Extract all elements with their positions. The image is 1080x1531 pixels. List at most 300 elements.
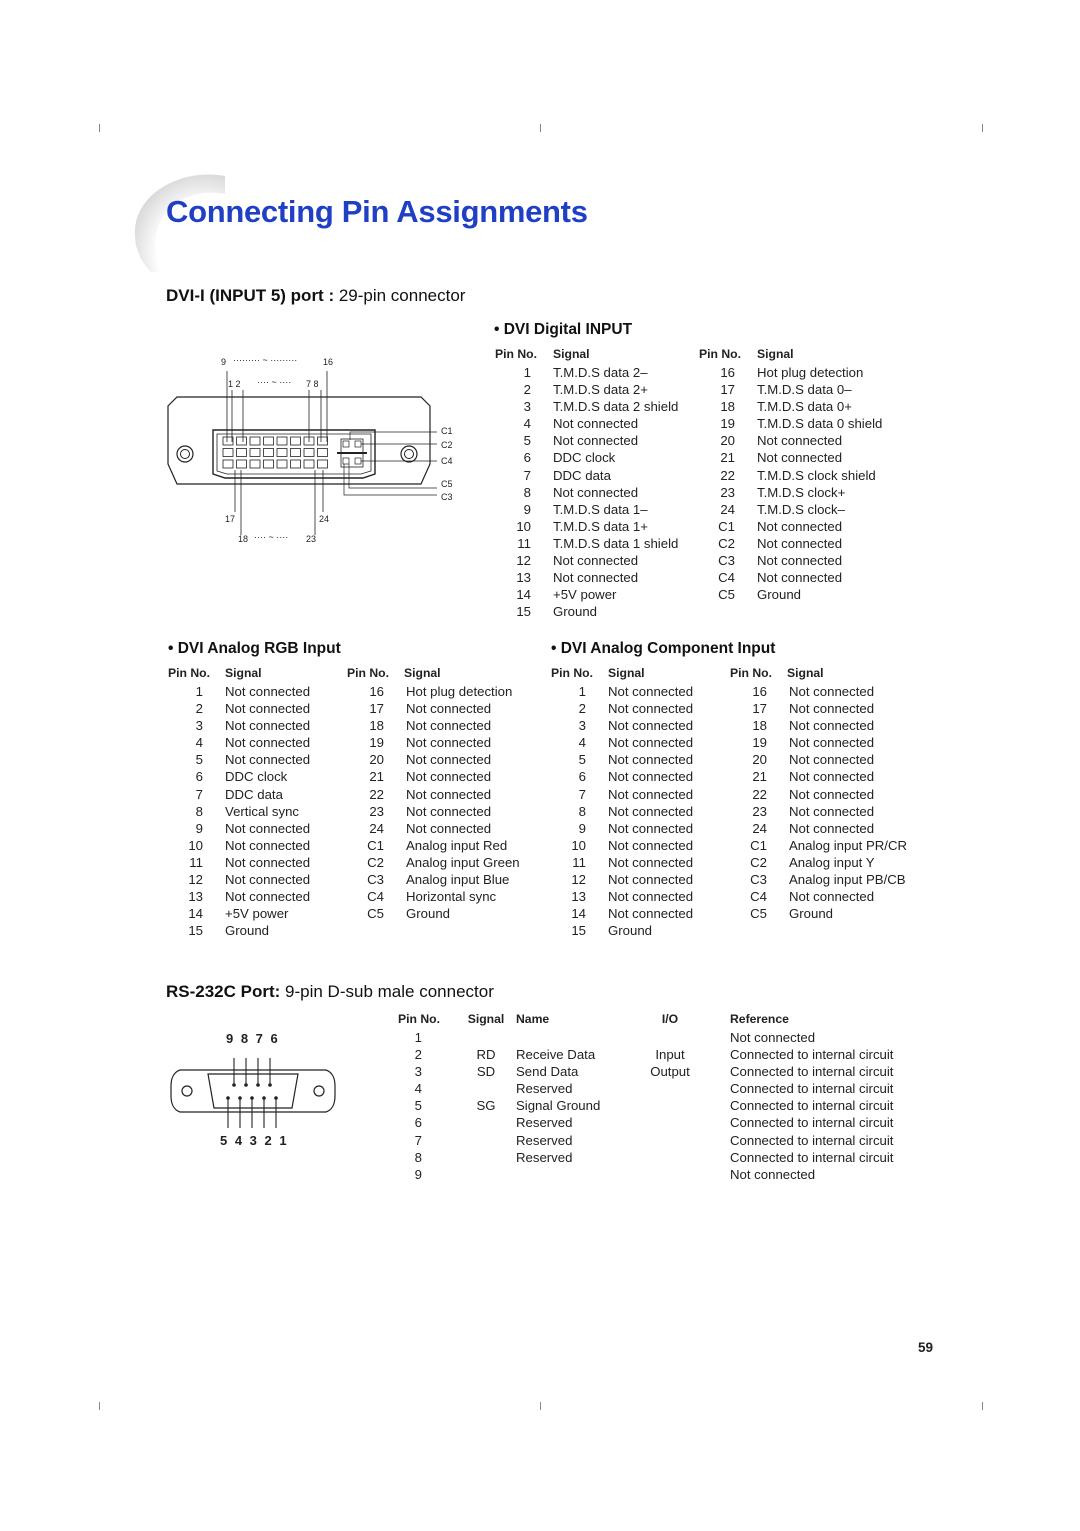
table-row [168, 803, 520, 820]
table-row [495, 364, 882, 381]
signal-cell: DDC data [553, 467, 611, 483]
signal-cell: Not connected [608, 752, 694, 768]
table-row [495, 484, 882, 501]
signal-cell: Not connected [406, 735, 492, 751]
table-row [398, 1097, 893, 1114]
signal-cell [398, 922, 520, 939]
pin-no-cell: 17 [752, 701, 767, 717]
crop-mark [982, 124, 983, 132]
table-row [495, 381, 882, 398]
signal-cell: Analog input Y [789, 854, 875, 870]
dvi-label-23: 23 [306, 534, 317, 544]
signal-cell: Not connected [789, 684, 875, 699]
pin-no-cell: 1 [578, 684, 586, 699]
table-row [168, 871, 520, 888]
signal-cell: Not connected [608, 872, 694, 888]
signal-cell: Not connected [553, 570, 639, 586]
signal-cell: Ground [406, 906, 450, 922]
pin-no-cell: 8 [523, 484, 531, 500]
pin-no-cell: 2 [578, 701, 586, 717]
pin-no-cell: 16 [369, 684, 384, 699]
rs232-top-pin-labels: 9 8 7 6 [226, 1031, 280, 1046]
pin-no-cell: 5 [414, 1098, 422, 1114]
pin-no-cell: 13 [188, 889, 203, 905]
table-row [398, 1149, 893, 1166]
signal-cell: Not connected [608, 854, 694, 870]
pin-no-cell: 20 [369, 752, 384, 768]
pin-no-cell: 6 [578, 769, 586, 785]
rs232-connector-diagram [168, 1048, 338, 1134]
dvi-analog-component-title: • DVI Analog Component Input [551, 640, 776, 657]
table-row [398, 1132, 893, 1149]
table-row [398, 1114, 893, 1131]
pin-no-cell: 2 [414, 1047, 422, 1063]
pin-no-cell: 22 [369, 786, 384, 802]
signal-cell [456, 1080, 516, 1097]
page-title: Connecting Pin Assignments [166, 194, 588, 229]
table-row [551, 854, 907, 871]
table-header-row [398, 1011, 893, 1029]
col-pin-no: Pin No. [551, 666, 593, 680]
pin-no-cell: 16 [720, 365, 735, 380]
signal-cell: DDC clock [225, 769, 288, 785]
signal-cell: Not connected [608, 735, 694, 751]
pin-no-cell: 3 [523, 399, 531, 415]
signal-cell [781, 922, 907, 939]
name-cell: Reserved [516, 1132, 573, 1148]
signal-cell: +5V power [553, 587, 617, 603]
pin-no-cell: 21 [720, 450, 735, 466]
reference-cell: Connected to internal circuit [730, 1047, 894, 1063]
col-pin-no: Pin No. [730, 666, 772, 680]
signal-cell: T.M.D.S data 0+ [757, 399, 852, 415]
signal-cell: Not connected [225, 735, 311, 751]
signal-cell: Not connected [757, 433, 843, 449]
io-cell [640, 1166, 700, 1183]
signal-cell: Not connected [789, 820, 875, 836]
pin-no-cell: 9 [195, 820, 203, 836]
io-cell [640, 1080, 700, 1097]
pin-no-cell: 6 [414, 1115, 422, 1131]
table-row [168, 768, 520, 785]
table-row [495, 398, 882, 415]
signal-cell [749, 603, 882, 620]
pin-no-cell: 11 [517, 535, 531, 551]
signal-cell: Ground [789, 906, 833, 922]
signal-cell: Not connected [608, 718, 694, 734]
dvi-label-7-8: 7 8 [306, 379, 319, 389]
table-row [495, 586, 882, 603]
name-cell: Reserved [516, 1081, 573, 1097]
signal-cell: Not connected [225, 718, 311, 734]
table-row [495, 535, 882, 552]
pin-no-cell: 21 [752, 769, 767, 785]
pin-no-cell: 19 [720, 416, 735, 432]
pin-no-cell: 2 [523, 382, 531, 398]
pin-no-cell: 12 [571, 872, 586, 888]
table-header-row [168, 665, 520, 683]
pin-no-cell: C1 [367, 837, 384, 853]
pin-no-cell: C5 [718, 587, 735, 603]
pin-no-cell: 14 [571, 906, 586, 922]
rs232-heading-rest: 9-pin D-sub male connector [280, 982, 494, 1001]
signal-cell: Not connected [553, 433, 639, 449]
signal-cell: Ground [225, 923, 269, 939]
pin-no-cell: 7 [578, 786, 586, 802]
table-row [495, 449, 882, 466]
signal-cell [456, 1029, 516, 1046]
reference-cell: Not connected [730, 1166, 816, 1182]
signal-cell: Not connected [225, 820, 311, 836]
dvi-label-18: 18 [238, 534, 249, 544]
pin-no-cell: 24 [752, 820, 767, 836]
pin-no-cell: 3 [414, 1064, 422, 1080]
signal-cell: T.M.D.S data 2– [553, 365, 648, 380]
reference-cell: Connected to internal circuit [730, 1064, 894, 1080]
pin-no-cell: 10 [516, 518, 531, 534]
signal-cell: Not connected [789, 701, 875, 717]
signal-cell: Not connected [406, 803, 492, 819]
table-row [495, 467, 882, 484]
pin-no-cell: 22 [752, 786, 767, 802]
pin-no-cell: 15 [516, 604, 531, 620]
crop-mark [540, 124, 541, 132]
signal-cell: T.M.D.S data 0– [757, 382, 852, 398]
pin-no-cell: 11 [189, 854, 203, 870]
pin-no-cell: C2 [718, 535, 735, 551]
pin-no-cell: 1 [414, 1030, 422, 1045]
signal-cell: Not connected [553, 484, 639, 500]
table-row [495, 518, 882, 535]
io-cell: Input [655, 1047, 685, 1063]
pin-no-cell: 12 [516, 553, 531, 569]
signal-cell: Not connected [789, 803, 875, 819]
name-cell: Reserved [516, 1115, 573, 1131]
dvi-label-c2: C2 [441, 440, 453, 450]
pin-no-cell: C1 [718, 518, 735, 534]
col-signal: Signal [404, 666, 441, 680]
dvi-connector-diagram [165, 350, 465, 550]
signal-cell: Not connected [608, 701, 694, 717]
col-pin-no: Pin No. [495, 347, 537, 361]
signal-cell: Not connected [225, 752, 311, 768]
io-cell [640, 1132, 700, 1149]
signal-cell: Not connected [553, 553, 639, 569]
rs232-heading-bold: RS-232C Port: [166, 982, 281, 1001]
pin-no-cell: C4 [718, 570, 735, 586]
reference-cell: Connected to internal circuit [730, 1098, 894, 1114]
pin-no-cell: 4 [578, 735, 586, 751]
signal-cell: Not connected [608, 906, 694, 922]
table-row [551, 683, 907, 700]
signal-cell: T.M.D.S data 2+ [553, 382, 648, 398]
dvi-label-17: 17 [225, 514, 236, 524]
signal-cell: Hot plug detection [406, 684, 513, 699]
rs232-table [398, 1011, 893, 1183]
table-row [551, 734, 907, 751]
dvi-digital-table [495, 346, 882, 620]
pin-no-cell: 1 [523, 365, 531, 380]
table-row [551, 700, 907, 717]
dvi-pin [223, 437, 233, 445]
reference-cell: Connected to internal circuit [730, 1132, 894, 1148]
signal-cell: Not connected [406, 786, 492, 802]
pin-no-cell: 23 [369, 803, 384, 819]
dvi-pin [304, 449, 314, 457]
pin-no-cell: 17 [720, 382, 735, 398]
pin-no-cell: 14 [516, 587, 531, 603]
dvi-section-heading [166, 286, 465, 306]
pin-no-cell: 7 [195, 786, 203, 802]
signal-cell: T.M.D.S data 1 shield [553, 535, 679, 551]
signal-cell: T.M.D.S clock– [757, 501, 845, 517]
signal-cell: Analog input PB/CB [789, 872, 906, 888]
signal-cell: Not connected [406, 820, 492, 836]
pin-no-cell: C1 [750, 837, 767, 853]
reference-cell: Connected to internal circuit [730, 1115, 894, 1131]
dvi-pin [223, 460, 233, 468]
dvi-pin [264, 460, 274, 468]
table-row [495, 569, 882, 586]
signal-cell: Not connected [757, 553, 843, 569]
dvi-pin [277, 449, 287, 457]
dvi-pin [318, 449, 328, 457]
dvi-pin [250, 460, 260, 468]
signal-cell: Not connected [225, 854, 311, 870]
signal-cell: Vertical sync [225, 803, 300, 819]
dvi-heading-rest: 29-pin connector [334, 286, 466, 305]
signal-cell: Not connected [225, 872, 311, 888]
signal-cell: RD [476, 1047, 496, 1063]
pin-no-cell: 15 [571, 923, 586, 939]
signal-cell: Horizontal sync [406, 889, 497, 905]
pin-no-cell: 7 [523, 467, 531, 483]
table-row [398, 1046, 893, 1063]
table-row [551, 786, 907, 803]
signal-cell: Not connected [225, 837, 311, 853]
dvi-label-9: 9 [221, 357, 227, 367]
col-signal: Signal [608, 666, 645, 680]
dvi-pin [223, 449, 233, 457]
pin-no-cell: C3 [367, 872, 384, 888]
pin-no-cell: 5 [195, 752, 203, 768]
pin-no-cell: 9 [578, 820, 586, 836]
signal-cell: Not connected [789, 769, 875, 785]
signal-cell: Not connected [225, 701, 311, 717]
rs232-pins-top [232, 1058, 272, 1087]
pin-no-cell: 12 [188, 872, 203, 888]
signal-cell: Not connected [406, 752, 492, 768]
dvi-pin [264, 437, 274, 445]
col-signal: Signal [757, 347, 794, 361]
dvi-label-16: 16 [323, 357, 334, 367]
table-row [168, 717, 520, 734]
dvi-pin [304, 460, 314, 468]
io-cell: Output [650, 1064, 690, 1080]
name-cell: Send Data [516, 1064, 579, 1080]
table-row [495, 552, 882, 569]
signal-cell: Not connected [757, 450, 843, 466]
table-row [168, 683, 520, 700]
signal-cell [456, 1149, 516, 1166]
pin-no-cell: 5 [578, 752, 586, 768]
signal-cell: Ground [553, 604, 597, 620]
crop-mark [99, 1402, 100, 1410]
signal-cell: Not connected [789, 735, 875, 751]
table-row [551, 888, 907, 905]
table-row [495, 415, 882, 432]
dvi-analog-component-table [551, 665, 907, 939]
crop-mark [982, 1402, 983, 1410]
signal-cell: Not connected [757, 518, 843, 534]
signal-cell: Not connected [406, 718, 492, 734]
pin-no-cell: 6 [523, 450, 531, 466]
pin-no-cell: 3 [578, 718, 586, 734]
signal-cell: Not connected [608, 684, 694, 699]
pin-no-cell: 1 [195, 684, 203, 699]
signal-cell: T.M.D.S data 0 shield [757, 416, 883, 432]
pin-no-cell: 14 [188, 906, 203, 922]
pin-no-cell: 9 [523, 501, 531, 517]
table-row [168, 922, 520, 939]
dvi-pin [318, 437, 328, 445]
pin-no-cell: 5 [523, 433, 531, 449]
pin-no-cell: 4 [414, 1081, 422, 1097]
crop-mark [540, 1402, 541, 1410]
name-cell: Signal Ground [516, 1098, 601, 1114]
signal-cell: Not connected [553, 416, 639, 432]
dvi-label-c4: C4 [441, 456, 453, 466]
pin-no-cell: C3 [750, 872, 767, 888]
dvi-label-24: 24 [319, 514, 330, 524]
signal-cell: Not connected [406, 769, 492, 785]
signal-cell: Not connected [608, 889, 694, 905]
dvi-heading-bold: DVI-I (INPUT 5) port : [166, 286, 335, 305]
dvi-pin-grid [223, 437, 328, 468]
signal-cell [456, 1114, 516, 1131]
signal-cell: Not connected [789, 752, 875, 768]
signal-cell: DDC data [225, 786, 283, 802]
pin-no-cell: 24 [720, 501, 735, 517]
signal-cell: Analog input Red [406, 837, 508, 853]
signal-cell: Not connected [757, 535, 843, 551]
pin-no-cell [699, 603, 749, 620]
pin-no-cell: 17 [369, 701, 384, 717]
table-row [168, 786, 520, 803]
rs232-section-heading [166, 982, 494, 1002]
signal-cell: Not connected [225, 889, 311, 905]
pin-no-cell: 23 [752, 803, 767, 819]
dvi-pin [250, 449, 260, 457]
pin-no-cell: 15 [188, 923, 203, 939]
dvi-pin [237, 460, 247, 468]
page-number: 59 [918, 1340, 934, 1355]
dvi-label-top-dots: ········· ~ ········· [233, 355, 298, 365]
table-row [495, 603, 882, 620]
signal-cell: Not connected [406, 701, 492, 717]
signal-cell: Not connected [608, 803, 694, 819]
signal-cell: Not connected [608, 837, 694, 853]
dvi-pin [250, 437, 260, 445]
io-cell [640, 1149, 700, 1166]
signal-cell: Hot plug detection [757, 365, 864, 380]
dvi-label-c3: C3 [441, 492, 453, 502]
dvi-label-bot-dots: ···· ~ ···· [254, 532, 289, 542]
pin-no-cell: 4 [523, 416, 531, 432]
table-row [551, 803, 907, 820]
signal-cell: Not connected [225, 684, 311, 699]
pin-no-cell: 18 [369, 718, 384, 734]
pin-no-cell: 11 [572, 854, 586, 870]
col-signal: Signal [225, 666, 262, 680]
pin-no-cell: 10 [571, 837, 586, 853]
pin-no-cell: 8 [195, 803, 203, 819]
signal-cell: Not connected [608, 820, 694, 836]
pin-no-cell: 8 [414, 1149, 422, 1165]
io-cell [640, 1114, 700, 1131]
pin-no-cell: 18 [752, 718, 767, 734]
table-row [551, 922, 907, 939]
col-io: I/O [661, 1012, 679, 1026]
dvi-pin [291, 449, 301, 457]
dvi-label-c1: C1 [441, 426, 453, 436]
table-row [398, 1063, 893, 1080]
table-row [551, 871, 907, 888]
col-reference: Reference [730, 1012, 789, 1026]
pin-no-cell [730, 922, 781, 939]
table-row [398, 1166, 893, 1183]
pin-no-cell: 10 [188, 837, 203, 853]
signal-cell: Analog input PR/CR [789, 837, 908, 853]
signal-cell: SG [476, 1098, 496, 1114]
table-row [495, 432, 882, 449]
dvi-label-c5: C5 [441, 479, 453, 489]
dvi-pin [277, 460, 287, 468]
io-cell [640, 1097, 700, 1114]
signal-cell: Not connected [789, 889, 875, 905]
rs232-bottom-pin-labels: 5 4 3 2 1 [220, 1133, 289, 1148]
table-row [495, 501, 882, 518]
name-cell: Receive Data [516, 1047, 596, 1063]
pin-no-cell: 8 [578, 803, 586, 819]
signal-cell: SD [476, 1064, 496, 1080]
dvi-label-1-2: 1 2 [228, 379, 241, 389]
signal-cell: Not connected [789, 718, 875, 734]
dvi-pin [277, 437, 287, 445]
dvi-pin [291, 437, 301, 445]
reference-cell: Connected to internal circuit [730, 1081, 894, 1097]
pin-no-cell: 3 [195, 718, 203, 734]
dvi-analog-rgb-table [168, 665, 520, 939]
pin-no-cell [347, 922, 398, 939]
signal-cell: T.M.D.S clock+ [757, 484, 846, 500]
col-pin-no: Pin No. [168, 666, 210, 680]
dvi-pin [237, 437, 247, 445]
signal-cell: Analog input Green [406, 854, 520, 870]
table-row [168, 837, 520, 854]
signal-cell: Ground [608, 923, 652, 939]
table-row [551, 768, 907, 785]
pin-no-cell: 24 [369, 820, 384, 836]
table-row [398, 1080, 893, 1097]
name-cell [516, 1166, 640, 1183]
table-row [168, 888, 520, 905]
signal-cell: T.M.D.S data 2 shield [553, 399, 679, 415]
pin-no-cell: 20 [720, 433, 735, 449]
table-header-row [551, 665, 907, 683]
signal-cell: Ground [757, 587, 801, 603]
table-header-row [495, 346, 882, 364]
